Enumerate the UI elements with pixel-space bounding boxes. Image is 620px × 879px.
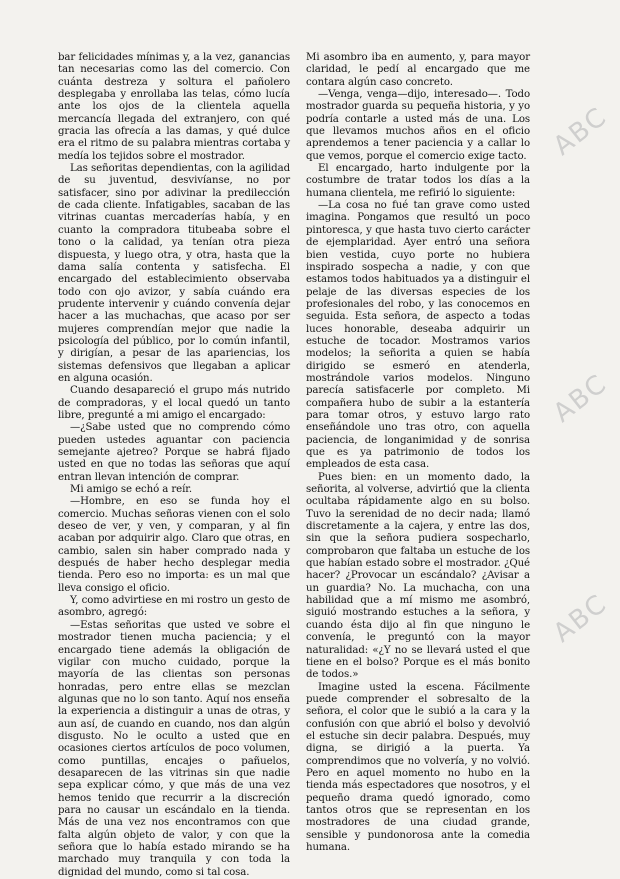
paragraph: —La cosa no fué tan grave como usted imagina. Pongamos que resultó un poco pintoresca, y que hasta tuvo cierto carácter de ejemplaridad. Ayer entró una señora bien vestida, cuyo porte no hubiera inspirado sospecha a nadie, y con que estamos todos habituados ya a distinguir el pelaje de las diversas especies de los profesionales del robo, y las conocemos en seguida. Esta señora, de aspecto a todas luces honorable, deseaba adquirir un estuche de tocador. Mostramos varios modelos; la señorita a quien se había dirigido se esmeró en atenderla, mostrándole varios modelos. Ninguno parecía satisfacerle por completo. Mi compañera hubo de subir a la estantería para tomar otros, y estuvo largo rato enseñándole uno tras otro, con aquella paciencia, de longanimidad y de sonrisa que es ya patrimonio de todos los empleados de esta casa. [306,200,530,471]
paragraph: Imagine usted la escena. Fácilmente puede comprender el sobresalto de la señora, el color que le subió a la cara y la confusión con que abrió el bolso y devolvió el estuche sin decir palabra. Después, muy digna, se dirigió a la puerta. Ya comprendimos que no volvería, y no volvió. Pero en aquel momento no hubo en la tienda más espectadores que nosotros, y el pequeño drama quedó ignorado, como tantos otros que se representan en los mostradores de una ciudad grande, sensible y pundonorosa ante la comedia humana. [306,681,530,853]
paragraph: —Venga, venga—dijo, interesado—. Todo mostrador guarda su pequeña historia, y yo podría contarle a usted más de una. Los que llevamos muchos años en el oficio aprendemos a tener paciencia y a callar lo que vemos, porque el comercio exige tacto. [306,89,530,162]
text-column-right [306,52,530,852]
paragraph: —Estas señoritas que usted ve sobre el mostrador tienen mucha paciencia; y el encargado tiene además la obligación de vigilar con mucho cuidado, porque la mayoría de las clientas son personas honradas, pero entre ellas se mezclan algunas que no lo son tanto. Aquí nos enseña la experiencia a distinguir a unas de otras, y aun así, de cuando en cuando, nos dan algún disgusto. No le oculto a usted que en ocasiones ciertos artículos de poco volumen, como puntillas, encajes o pañuelos, desaparecen de las vitrinas sin que nadie sepa explicar cómo, y que más de una vez hemos tenido que recurrir a la discreción para no causar un escándalo en la tienda. Más de una vez nos encontramos con que falta algún objeto de valor, y con que la señora que lo había estado mirando se ha marchado muy tranquila y con toda la dignidad del mundo, como si tal cosa. [58,619,290,878]
paragraph: —¿Sabe usted que no comprendo cómo pueden ustedes aguantar con paciencia semejante ajetreo? Porque se habrá fijado usted en que no todas las señoras que aquí entran llevan intención de comprar. [58,422,290,483]
paragraph: Mi asombro iba en aumento, y, para mayor claridad, le pedí al encargado que me contara algún caso concreto. [306,52,530,88]
paragraph: El encargado, harto indulgente por la costumbre de tratar todos los días a la humana clientela, me refirió lo siguiente: [306,163,530,199]
abc-watermark: ABC [548,588,614,649]
paragraph: Las señoritas dependientas, con la agilidad de su juventud, desvivíanse, no por satisfacer, sino por adivinar la predilección de cada cliente. Infatigables, sacaban de las vitrinas cuantas mercaderías había, y en cuanto la compradora titubeaba sobre el tono o la calidad, ya tenían otra pieza dispuesta, y luego otra, y otra, hasta que la dama salía contenta y satisfecha. El encargado del establecimiento observaba todo con ojo avizor, y sabía cuándo era prudente intervenir y cuándo convenía dejar hacer a las muchachas, que acaso por ser mujeres comprendían mejor que nadie la psicología del público, por lo común infantil, y dirigían, a pesar de las apariencias, los sistemas defensivos que llegaban a aplicar en alguna ocasión. [58,163,290,384]
paragraph: Mi amigo se echó a reír. [70,484,193,496]
abc-watermark: ABC [548,368,614,429]
paragraph: bar felicidades mínimas y, a la vez, ganancias tan necesarias como las del comercio. Con cuánta destreza y soltura el pañolero desplegaba y enrollaba las telas, cómo lucía ante los ojos de la clientela aquella mercancía llegada del extranjero, con qué gracia las ofrecía a las damas, y qué dulce era el ritmo de su palabra mientras cortaba y medía los tejidos sobre el mostrador. [58,52,290,162]
paragraph: Cuando desapareció el grupo más nutrido de compradoras, y el local quedó un tanto libre, pregunté a mi amigo el encargado: [58,385,290,421]
paragraph: Pues bien: en un momento dado, la señorita, al volverse, advirtió que la clienta ocultaba rápidamente algo en su bolso. Tuvo la serenidad de no decir nada; llamó discretamente a la cajera, y entre las dos, sin que la señora pudiera sospecharlo, comprobaron que faltaba un estuche de los que habían estado sobre el mostrador. ¿Qué hacer? ¿Provocar un escándalo? ¿Avisar a un guardia? No. La muchacha, con una habilidad que a mí mismo me asombró, siguió mostrando estuches a la señora, y cuando ésta dijo al fin que ninguno le convenía, le preguntó con la mayor naturalidad: «¿Y no se llevará usted el que tiene en el bolso? Porque es el más bonito de todos.» [306,471,530,681]
abc-watermark: ABC [548,101,614,162]
text-column-left [58,52,290,878]
paragraph: —Hombre, en eso se funda hoy el comercio. Muchas señoras vienen con el solo deseo de ver, y ven, y comparan, y al fin acaban por adquirir algo. Claro que otras, en cambio, salen sin haber comprado nada y después de haber hecho desplegar media tienda. Pero eso no importa: es un mal que lleva consigo el oficio. [58,496,290,594]
paragraph: Y, como advirtiese en mi rostro un gesto de asombro, agregó: [58,595,290,619]
